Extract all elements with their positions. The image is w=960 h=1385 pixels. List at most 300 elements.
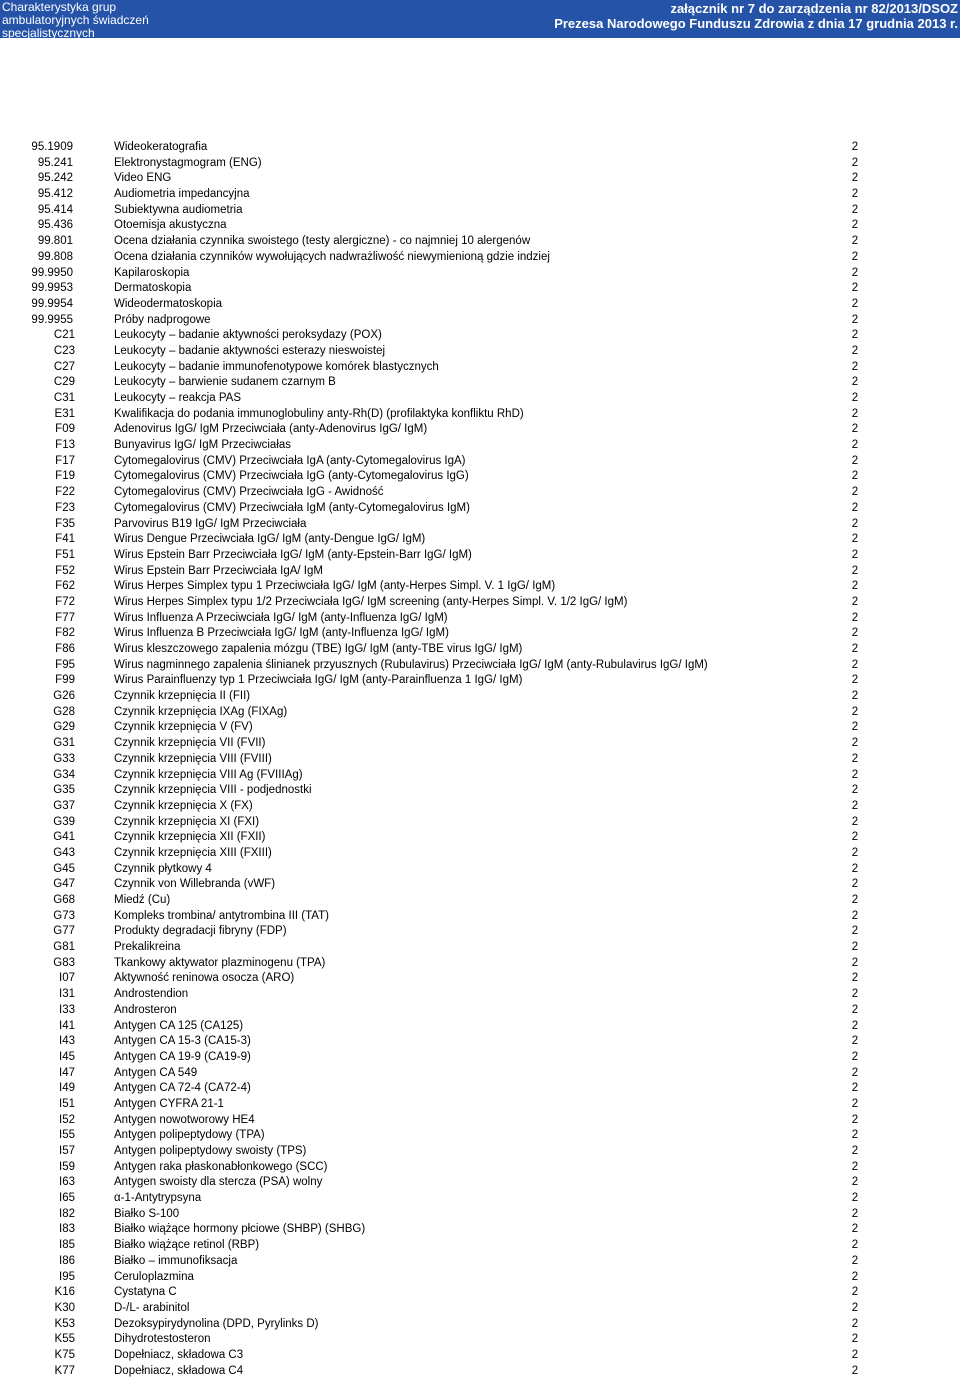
procedure-code: 99.9954: [31, 297, 73, 310]
table-row: [0, 1364, 960, 1380]
procedure-name: Czynnik krzepnięcia VIII - podjednostki: [114, 784, 312, 797]
procedure-name: Wirus Parainfluenzy typ 1 Przeciwciała IgG/ IgM (anty-Parainfluenza 1 IgG/ IgM): [114, 674, 523, 687]
table-row: [0, 140, 960, 156]
procedure-code: C23: [53, 344, 75, 357]
procedure-name: Białko wiążące retinol (RBP): [114, 1239, 260, 1252]
procedure-group-value: 2: [851, 737, 859, 750]
procedure-name: Produkty degradacji fibryny (FDP): [114, 925, 287, 938]
procedure-name: Białko wiążące hormony płciowe (SHBP) (SHBG): [114, 1223, 366, 1236]
procedure-name: Cytomegalovirus (CMV) Przeciwciała IgM (anty-Cytomegalovirus IgM): [114, 501, 470, 514]
table-row: [0, 1050, 960, 1066]
procedure-name: Białko – immunofiksacja: [114, 1254, 238, 1267]
procedure-code: F77: [55, 611, 75, 624]
procedure-code: F82: [55, 627, 75, 640]
procedure-group-value: 2: [851, 643, 859, 655]
header-right-text: [554, 1, 958, 31]
procedure-code: G33: [53, 752, 75, 765]
procedure-code: I52: [59, 1113, 75, 1126]
procedure-name: Wirus Influenza B Przeciwciała IgG/ IgM (anty-Influenza IgG/ IgM): [114, 627, 449, 640]
procedure-group-value: 2: [851, 548, 859, 561]
procedure-code: 99.808: [37, 250, 73, 263]
table-row: [0, 313, 960, 329]
procedure-group-value: 2: [851, 517, 859, 530]
procedure-name: Antygen CA 19-9 (CA19-9): [114, 1050, 251, 1063]
table-row: [0, 924, 960, 940]
procedure-name: Dopełniacz, składowa C3: [114, 1348, 244, 1361]
procedure-name: Androsteron: [114, 1003, 177, 1016]
procedure-group-value: 2: [851, 250, 859, 263]
procedure-code: 95.242: [37, 172, 73, 185]
procedure-group-value: 2: [851, 1239, 859, 1252]
procedure-code: I33: [59, 1003, 75, 1016]
procedure-name: Parvovirus B19 IgG/ IgM Przeciwciała: [114, 517, 307, 530]
procedure-group-value: 2: [851, 1019, 859, 1032]
table-row: [0, 579, 960, 595]
procedure-name: Wirus Influenza A Przeciwciała IgG/ IgM (anty-Influenza IgG/ IgM): [114, 611, 448, 624]
table-row: [0, 1348, 960, 1364]
procedure-group-value: 2: [851, 392, 859, 404]
table-row: [0, 846, 960, 862]
procedure-group-value: 2: [851, 1176, 859, 1189]
procedure-code: F13: [55, 439, 75, 452]
procedure-group-value: 2: [851, 282, 859, 295]
procedure-code: F72: [55, 595, 75, 608]
procedure-name: Androstendion: [114, 988, 189, 1001]
table-row: [0, 1113, 960, 1129]
procedure-group-value: 2: [851, 595, 859, 608]
table-row: [0, 956, 960, 972]
procedure-code: I85: [59, 1239, 75, 1252]
table-row: [0, 564, 960, 580]
procedure-group-value: 2: [851, 1223, 859, 1236]
table-row: [0, 736, 960, 752]
procedure-name: Próby nadprogowe: [114, 313, 211, 326]
table-row: [0, 1222, 960, 1238]
procedure-name: Otoemisja akustyczna: [114, 219, 227, 232]
procedure-code: I41: [59, 1019, 75, 1032]
procedure-code: K53: [54, 1317, 75, 1330]
procedure-group-value: 2: [851, 1113, 859, 1126]
procedure-name: Antygen CA 72-4 (CA72-4): [114, 1082, 251, 1095]
procedure-name: Czynnik von Willebranda (vWF): [114, 878, 276, 891]
procedure-group-value: 2: [851, 454, 859, 467]
table-row: [0, 156, 960, 172]
table-row: [0, 1317, 960, 1333]
procedure-group-value: 2: [851, 172, 859, 185]
procedure-group-value: 2: [851, 1301, 859, 1314]
procedure-group-value: 2: [851, 407, 859, 420]
table-row: [0, 454, 960, 470]
procedure-group-value: 2: [851, 831, 859, 844]
procedure-code: C21: [53, 329, 75, 342]
procedure-group-value: 2: [851, 376, 859, 389]
table-row: [0, 266, 960, 282]
procedure-name: Wirus Herpes Simplex typu 1 Przeciwciała IgG/ IgM (anty-Herpes Simpl. V. 1 IgG/ IgM): [114, 580, 556, 593]
table-row: [0, 250, 960, 266]
procedure-group-value: 2: [851, 1082, 859, 1095]
procedure-name: Bunyavirus IgG/ IgM Przeciwciałas: [114, 439, 292, 452]
table-row: [0, 595, 960, 611]
procedure-name: Czynnik płytkowy 4: [114, 862, 212, 875]
procedure-name: Wirus Epstein Barr Przeciwciała IgA/ IgM: [114, 564, 323, 577]
procedure-code: C31: [53, 392, 75, 404]
document-header: [0, 0, 960, 38]
procedure-name: Cytomegalovirus (CMV) Przeciwciała IgG - Awidność: [114, 486, 384, 499]
procedure-name: Wideokeratografia: [114, 141, 208, 153]
procedure-name: Tkankowy aktywator plazminogenu (TPA): [114, 956, 326, 969]
procedure-code: G43: [53, 846, 75, 859]
procedure-code: I47: [59, 1066, 75, 1079]
procedure-code: K30: [54, 1301, 75, 1314]
procedure-code: G37: [53, 799, 75, 812]
procedure-name: Dopełniacz, składowa C4: [114, 1364, 244, 1377]
procedure-group-value: 2: [851, 156, 859, 169]
procedure-name: Leukocyty – badanie aktywności esterazy nieswoistej: [114, 344, 386, 357]
procedure-group-value: 2: [851, 329, 859, 342]
procedure-code: G28: [53, 705, 75, 718]
procedure-name: Subiektywna audiometria: [114, 203, 243, 216]
procedure-code: G47: [53, 878, 75, 891]
procedure-group-value: 2: [851, 1270, 859, 1283]
procedure-code: F22: [55, 486, 75, 499]
table-row: [0, 893, 960, 909]
table-row: [0, 297, 960, 313]
table-row: [0, 438, 960, 454]
procedure-group-value: 2: [851, 297, 859, 310]
table-row: [0, 501, 960, 517]
procedure-name: Czynnik krzepnięcia XI (FXI): [114, 815, 260, 828]
procedure-code: F62: [55, 580, 75, 593]
procedure-code: I49: [59, 1082, 75, 1095]
procedure-name: Dihydrotestosteron: [114, 1333, 211, 1346]
procedure-name: Leukocyty – barwienie sudanem czarnym B: [114, 376, 336, 389]
procedure-group-value: 2: [851, 627, 859, 640]
procedure-group-value: 2: [851, 203, 859, 216]
procedure-name: Czynnik krzepnięcia XII (FXII): [114, 831, 266, 844]
procedure-name: Białko S-100: [114, 1207, 180, 1220]
procedure-name: Wirus nagminnego zapalenia ślinianek przyusznych (Rubulavirus) Przeciwciała IgG/ IgM (anty-Rubulavirus IgG/ IgM): [114, 658, 708, 671]
table-row: [0, 1175, 960, 1191]
procedure-name: α-1-Antytrypsyna: [114, 1192, 202, 1205]
procedure-group-value: 2: [851, 878, 859, 891]
table-row: [0, 1066, 960, 1082]
procedure-group-value: 2: [851, 815, 859, 828]
procedure-name: Cytomegalovirus (CMV) Przeciwciała IgA (anty-Cytomegalovirus IgA): [114, 454, 466, 467]
procedure-code: F52: [55, 564, 75, 577]
table-row: [0, 799, 960, 815]
procedure-group-value: 2: [851, 768, 859, 781]
procedure-code: I83: [59, 1223, 75, 1236]
table-row: [0, 768, 960, 784]
procedure-name: Antygen swoisty dla stercza (PSA) wolny: [114, 1176, 323, 1189]
procedure-name: Czynnik krzepnięcia II (FII): [114, 690, 251, 703]
procedure-name: Dezoksypirydynolina (DPD, Pyrylinks D): [114, 1317, 319, 1330]
procedure-code: F17: [55, 454, 75, 467]
procedure-group-value: 2: [851, 1192, 859, 1205]
procedure-code: I45: [59, 1050, 75, 1063]
procedure-code: 95.241: [37, 156, 73, 169]
procedure-group-value: 2: [851, 313, 859, 326]
procedure-group-value: 2: [851, 1286, 859, 1299]
procedure-name: Antygen CA 125 (CA125): [114, 1019, 244, 1032]
procedure-group-value: 2: [851, 752, 859, 765]
table-row: [0, 673, 960, 689]
procedure-group-value: 2: [851, 972, 859, 985]
procedure-name: Adenovirus IgG/ IgM Przeciwciała (anty-Adenovirus IgG/ IgM): [114, 423, 428, 436]
procedure-group-value: 2: [851, 956, 859, 969]
procedure-table: [0, 140, 960, 1379]
procedure-code: K75: [54, 1348, 75, 1361]
procedure-code: G45: [53, 862, 75, 875]
table-row: [0, 469, 960, 485]
table-row: [0, 1034, 960, 1050]
procedure-name: Kapilaroskopia: [114, 266, 190, 279]
procedure-name: Video ENG: [114, 172, 172, 185]
table-row: [0, 642, 960, 658]
table-row: [0, 830, 960, 846]
procedure-code: 99.9950: [31, 266, 73, 279]
table-row: [0, 1144, 960, 1160]
procedure-group-value: 2: [851, 784, 859, 797]
table-row: [0, 344, 960, 360]
procedure-group-value: 2: [851, 360, 859, 373]
procedure-code: 95.1909: [31, 141, 73, 153]
procedure-group-value: 2: [851, 141, 859, 153]
header-right-line-2: Prezesa Narodowego Funduszu Zdrowia z dnia 17 grudnia 2013 r.: [554, 16, 958, 31]
procedure-code: F86: [55, 643, 75, 655]
procedure-name: Audiometria impedancyjna: [114, 188, 250, 201]
procedure-name: Czynnik krzepnięcia V (FV): [114, 721, 253, 734]
procedure-name: Miedź (Cu): [114, 894, 171, 906]
procedure-code: F09: [55, 423, 75, 436]
procedure-name: Wirus Herpes Simplex typu 1/2 Przeciwciała IgG/ IgM screening (anty-Herpes Simpl. V. 1/2 IgG/ IgM): [114, 595, 628, 608]
procedure-code: F35: [55, 517, 75, 530]
procedure-group-value: 2: [851, 611, 859, 624]
procedure-name: D-/L- arabinitol: [114, 1301, 190, 1314]
procedure-code: G31: [53, 737, 75, 750]
procedure-code: C29: [53, 376, 75, 389]
procedure-code: I65: [59, 1192, 75, 1205]
table-row: [0, 1081, 960, 1097]
procedure-group-value: 2: [851, 721, 859, 734]
procedure-group-value: 2: [851, 564, 859, 577]
table-row: [0, 1160, 960, 1176]
procedure-name: Cytomegalovirus (CMV) Przeciwciała IgG (anty-Cytomegalovirus IgG): [114, 470, 469, 483]
procedure-code: F99: [55, 674, 75, 687]
table-row: [0, 658, 960, 674]
procedure-code: E31: [54, 407, 75, 420]
procedure-group-value: 2: [851, 674, 859, 687]
table-row: [0, 422, 960, 438]
procedure-code: F51: [55, 548, 75, 561]
header-left-line-2: ambulatoryjnych świadczeń: [2, 13, 149, 27]
procedure-code: I82: [59, 1207, 75, 1220]
table-row: [0, 532, 960, 548]
procedure-code: G29: [53, 721, 75, 734]
procedure-group-value: 2: [851, 1050, 859, 1063]
table-row: [0, 705, 960, 721]
procedure-name: Wideodermatoskopia: [114, 297, 223, 310]
procedure-name: Leukocyty – reakcja PAS: [114, 392, 241, 404]
procedure-group-value: 2: [851, 1066, 859, 1079]
table-row: [0, 218, 960, 234]
procedure-group-value: 2: [851, 580, 859, 593]
procedure-code: G77: [53, 925, 75, 938]
procedure-code: G41: [53, 831, 75, 844]
procedure-code: F41: [55, 533, 75, 546]
table-row: [0, 517, 960, 533]
header-left-line-3: specjalistycznych: [2, 26, 95, 40]
table-row: [0, 281, 960, 297]
procedure-name: Kwalifikacja do podania immunoglobuliny anty-Rh(D) (profilaktyka konfliktu RhD): [114, 407, 524, 420]
table-row: [0, 1019, 960, 1035]
procedure-group-value: 2: [851, 439, 859, 452]
table-row: [0, 1097, 960, 1113]
procedure-code: K16: [54, 1286, 75, 1299]
procedure-code: I07: [59, 972, 75, 985]
header-right-line-1: załącznik nr 7 do zarządzenia nr 82/2013/DSOZ: [670, 1, 958, 16]
procedure-name: Prekalikreina: [114, 941, 181, 954]
procedure-code: I57: [59, 1145, 75, 1157]
table-row: [0, 862, 960, 878]
table-row: [0, 877, 960, 893]
table-row: [0, 391, 960, 407]
procedure-group-value: 2: [851, 1003, 859, 1016]
procedure-name: Wirus kleszczowego zapalenia mózgu (TBE) IgG/ IgM (anty-TBE virus IgG/ IgM): [114, 643, 523, 655]
procedure-code: 95.414: [37, 203, 73, 216]
table-row: [0, 1207, 960, 1223]
table-row: [0, 1332, 960, 1348]
header-left-line-1: Charakterystyka grup: [2, 0, 117, 14]
procedure-name: Antygen CA 549: [114, 1066, 198, 1079]
procedure-name: Czynnik krzepnięcia X (FX): [114, 799, 253, 812]
table-row: [0, 720, 960, 736]
procedure-code: 99.9955: [31, 313, 73, 326]
procedure-group-value: 2: [851, 799, 859, 812]
table-row: [0, 485, 960, 501]
procedure-group-value: 2: [851, 266, 859, 279]
procedure-code: I55: [59, 1129, 75, 1142]
procedure-group-value: 2: [851, 486, 859, 499]
table-row: [0, 752, 960, 768]
procedure-group-value: 2: [851, 1254, 859, 1267]
procedure-group-value: 2: [851, 235, 859, 248]
procedure-code: K77: [54, 1364, 75, 1377]
procedure-code: G34: [53, 768, 75, 781]
procedure-group-value: 2: [851, 705, 859, 718]
procedure-group-value: 2: [851, 344, 859, 357]
procedure-code: F23: [55, 501, 75, 514]
table-row: [0, 1285, 960, 1301]
procedure-name: Kompleks trombina/ antytrombina III (TAT): [114, 909, 329, 922]
procedure-group-value: 2: [851, 1333, 859, 1346]
procedure-code: F19: [55, 470, 75, 483]
procedure-code: G39: [53, 815, 75, 828]
procedure-code: I43: [59, 1035, 75, 1048]
procedure-name: Antygen polipeptydowy swoisty (TPS): [114, 1145, 307, 1157]
header-left-text: [2, 1, 149, 40]
procedure-name: Leukocyty – badanie immunofenotypowe komórek blastycznych: [114, 360, 439, 373]
procedure-group-value: 2: [851, 219, 859, 232]
procedure-name: Wirus Epstein Barr Przeciwciała IgG/ IgM (anty-Epstein-Barr IgG/ IgM): [114, 548, 472, 561]
procedure-name: Czynnik krzepnięcia IXAg (FIXAg): [114, 705, 288, 718]
table-row: [0, 1003, 960, 1019]
procedure-code: F95: [55, 658, 75, 671]
table-row: [0, 1301, 960, 1317]
table-row: [0, 1254, 960, 1270]
procedure-name: Wirus Dengue Przeciwciała IgG/ IgM (anty-Dengue IgG/ IgM): [114, 533, 426, 546]
table-row: [0, 1191, 960, 1207]
table-row: [0, 407, 960, 423]
procedure-name: Leukocyty – badanie aktywności peroksydazy (POX): [114, 329, 382, 342]
table-row: [0, 360, 960, 376]
table-row: [0, 1238, 960, 1254]
procedure-code: I51: [59, 1097, 75, 1110]
table-row: [0, 987, 960, 1003]
procedure-name: Czynnik krzepnięcia VII (FVII): [114, 737, 266, 750]
procedure-code: I63: [59, 1176, 75, 1189]
procedure-group-value: 2: [851, 658, 859, 671]
procedure-group-value: 2: [851, 1129, 859, 1142]
procedure-group-value: 2: [851, 941, 859, 954]
procedure-name: Antygen nowotworowy HE4: [114, 1113, 255, 1126]
procedure-code: G73: [53, 909, 75, 922]
procedure-name: Czynnik krzepnięcia VIII Ag (FVIIIAg): [114, 768, 303, 781]
procedure-code: G81: [53, 941, 75, 954]
table-row: [0, 203, 960, 219]
procedure-group-value: 2: [851, 1145, 859, 1157]
table-row: [0, 1128, 960, 1144]
procedure-group-value: 2: [851, 846, 859, 859]
procedure-group-value: 2: [851, 1035, 859, 1048]
procedure-group-value: 2: [851, 1207, 859, 1220]
procedure-name: Cystatyna C: [114, 1286, 177, 1299]
table-row: [0, 171, 960, 187]
procedure-code: G35: [53, 784, 75, 797]
table-row: [0, 940, 960, 956]
procedure-group-value: 2: [851, 1317, 859, 1330]
procedure-group-value: 2: [851, 1160, 859, 1173]
procedure-code: K55: [54, 1333, 75, 1346]
table-row: [0, 611, 960, 627]
procedure-name: Antygen CA 15-3 (CA15-3): [114, 1035, 251, 1048]
procedure-code: I59: [59, 1160, 75, 1173]
procedure-name: Ocena działania czynnika swoistego (testy alergiczne) - co najmniej 10 alergenów: [114, 235, 531, 248]
procedure-group-value: 2: [851, 1097, 859, 1110]
table-row: [0, 1270, 960, 1286]
procedure-name: Dermatoskopia: [114, 282, 192, 295]
table-row: [0, 626, 960, 642]
procedure-group-value: 2: [851, 690, 859, 703]
procedure-name: Ocena działania czynników wywołujących nadwrażliwość niewymienioną gdzie indziej: [114, 250, 550, 263]
table-row: [0, 234, 960, 250]
procedure-group-value: 2: [851, 862, 859, 875]
procedure-group-value: 2: [851, 501, 859, 514]
procedure-group-value: 2: [851, 894, 859, 906]
procedure-name: Ceruloplazmina: [114, 1270, 194, 1283]
procedure-group-value: 2: [851, 1348, 859, 1361]
procedure-group-value: 2: [851, 909, 859, 922]
table-row: [0, 909, 960, 925]
table-row: [0, 689, 960, 705]
table-row: [0, 548, 960, 564]
procedure-code: G26: [53, 690, 75, 703]
procedure-group-value: 2: [851, 988, 859, 1001]
table-row: [0, 187, 960, 203]
procedure-name: Aktywność reninowa osocza (ARO): [114, 972, 295, 985]
procedure-group-value: 2: [851, 533, 859, 546]
procedure-code: G83: [53, 956, 75, 969]
